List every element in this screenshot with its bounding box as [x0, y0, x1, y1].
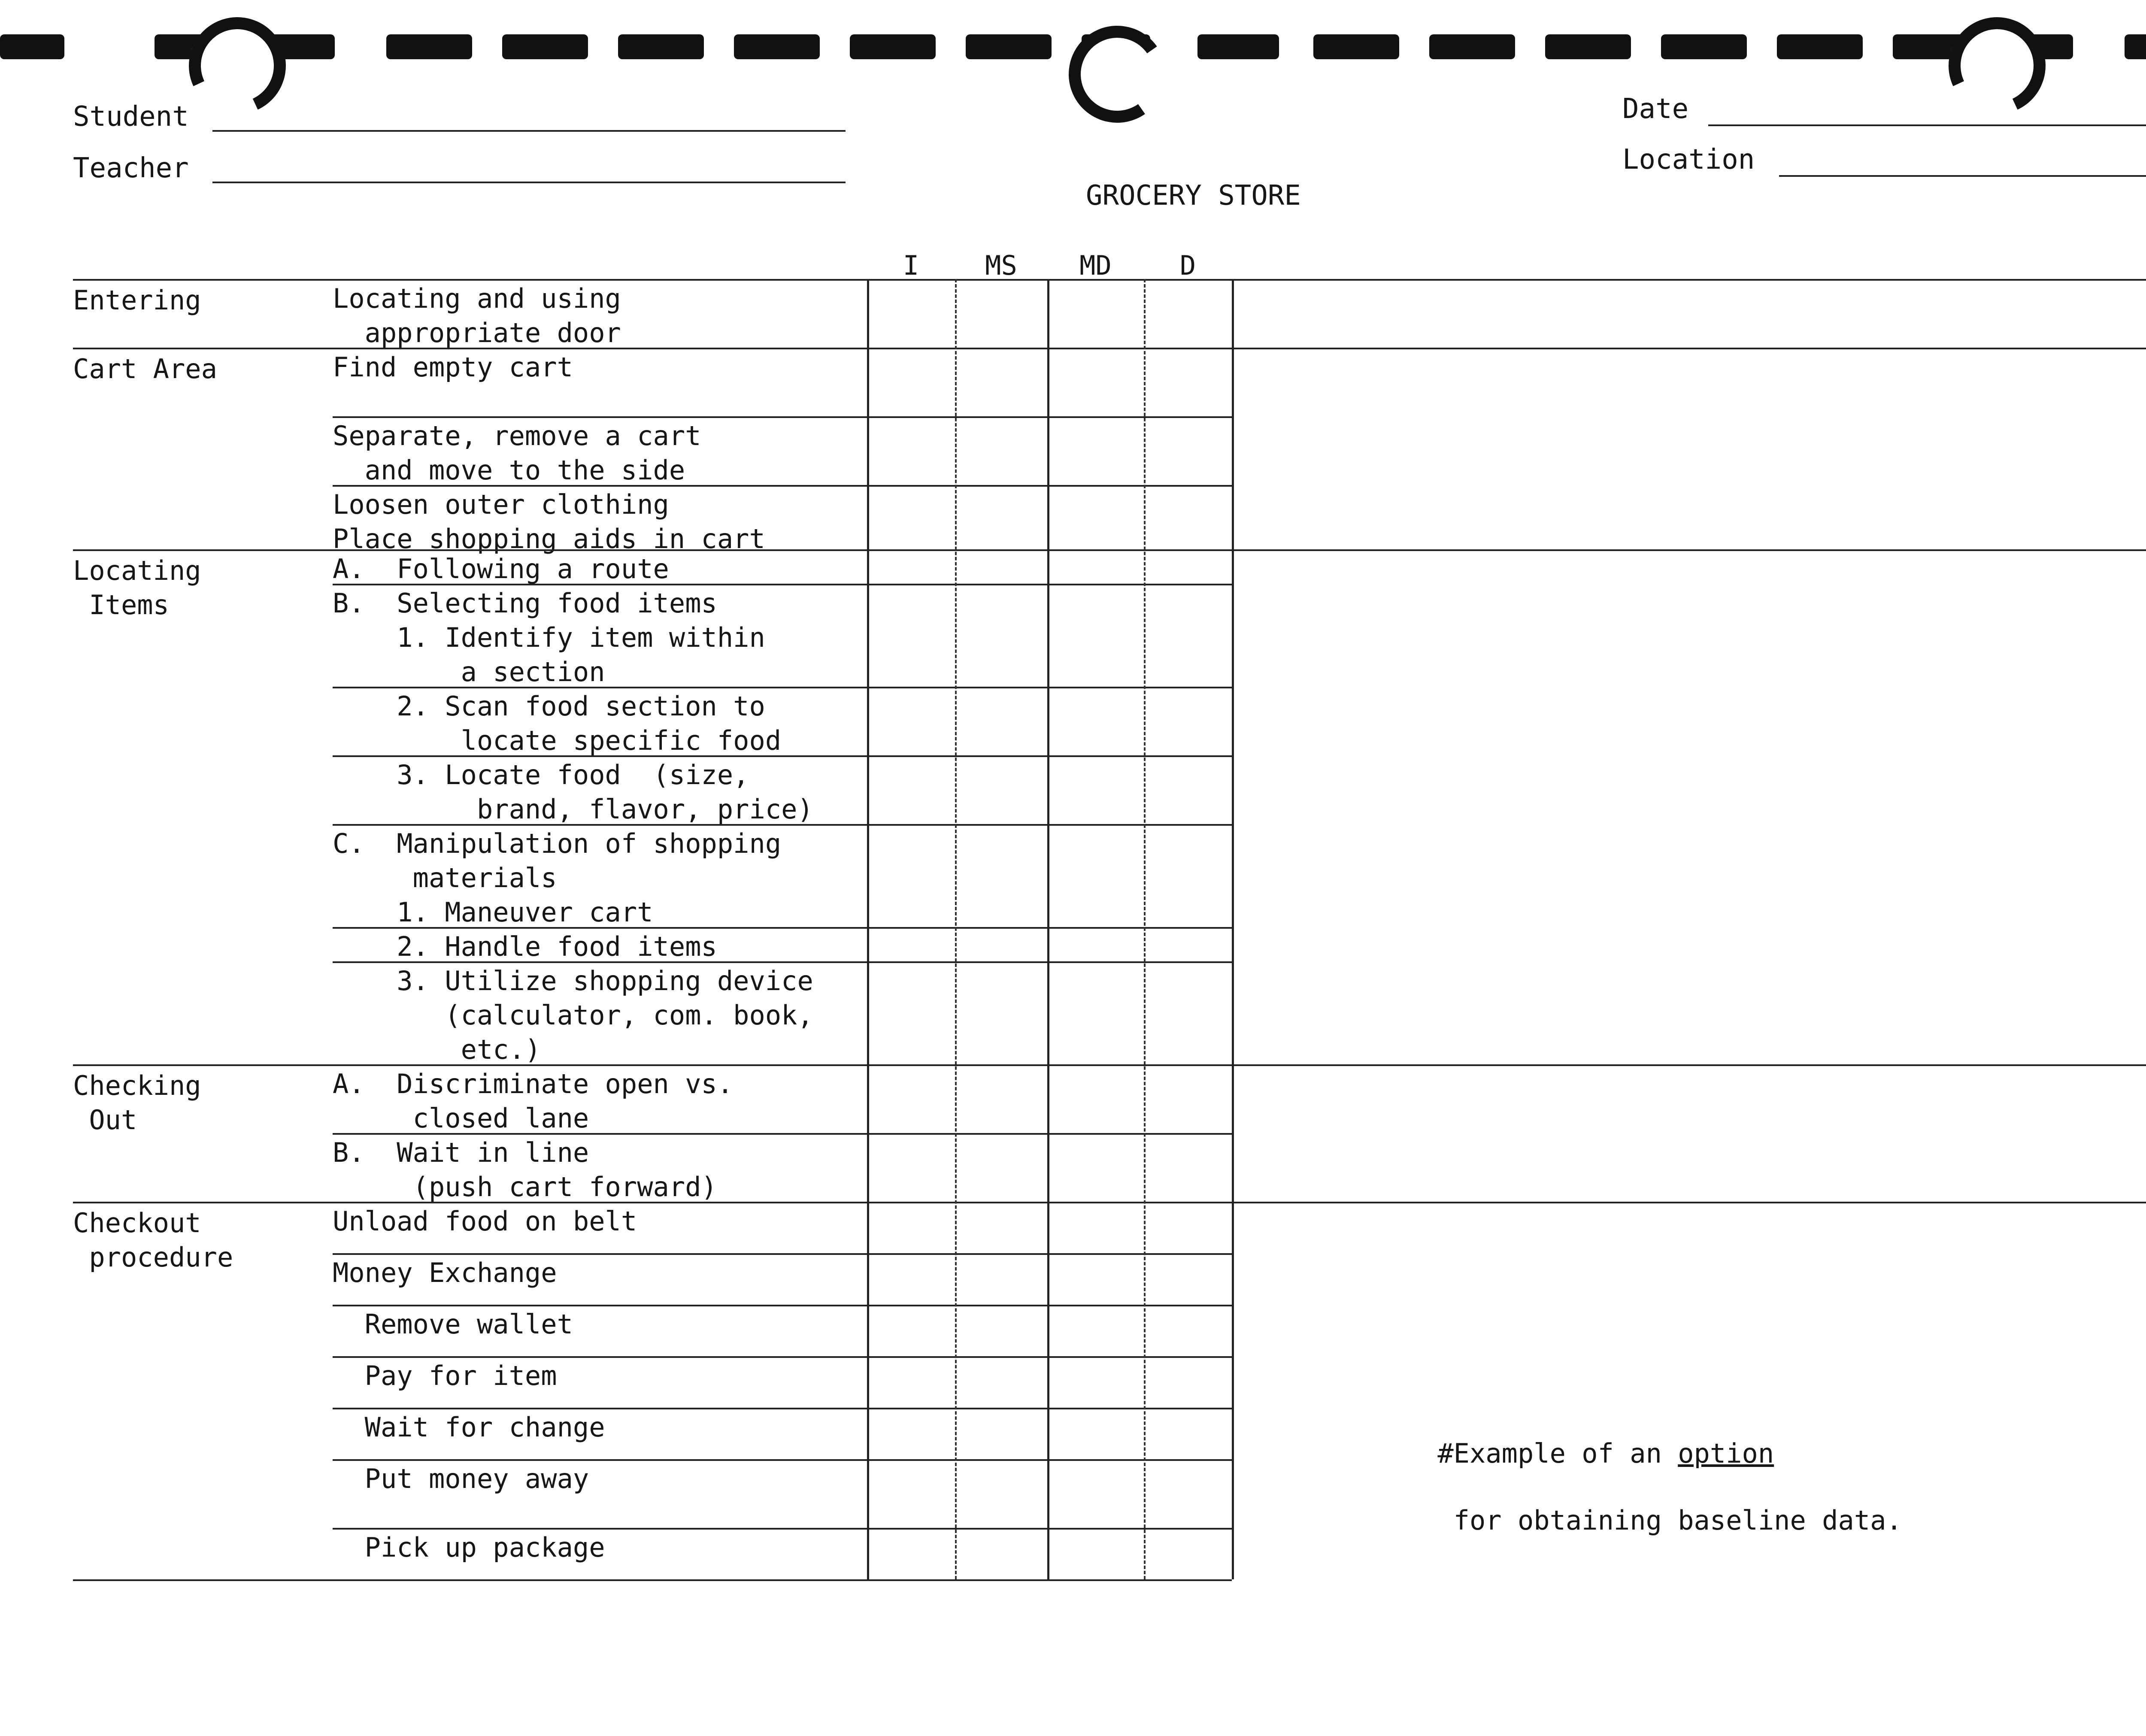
item-text-line: brand, flavor, price) [333, 794, 813, 825]
row-rule [333, 416, 1232, 418]
row-rule [73, 1064, 2146, 1066]
item-text-line: a section [333, 656, 605, 688]
score-cell-md[interactable] [1050, 1067, 1141, 1130]
score-cell-i[interactable] [870, 586, 952, 684]
score-cell-ms[interactable] [958, 964, 1045, 1062]
perforation-dash [734, 34, 820, 59]
score-cell-d[interactable] [1146, 552, 1229, 581]
perforation-dash [850, 34, 936, 59]
item-text-line: locate specific food [333, 725, 782, 756]
row-rule [333, 1528, 1232, 1530]
score-cell-ms[interactable] [958, 1204, 1045, 1251]
item-text-line: 3. Locate food (size, [333, 759, 749, 791]
checklist-item [333, 350, 573, 385]
score-cell-i[interactable] [870, 827, 952, 924]
footnote-line-2: for obtaining baseline data. [1437, 1505, 1902, 1536]
row-rule [333, 755, 1232, 757]
row-rule [73, 348, 2146, 349]
score-cell-d[interactable] [1146, 1256, 1229, 1302]
score-cell-i[interactable] [870, 1067, 952, 1130]
score-cell-i[interactable] [870, 689, 952, 753]
score-cell-d[interactable] [1146, 964, 1229, 1062]
score-cell-i[interactable] [870, 419, 952, 482]
binder-hole-right [1935, 3, 2059, 128]
row-rule [333, 584, 1232, 585]
score-cell-d[interactable] [1146, 282, 1229, 345]
score-cell-ms[interactable] [958, 419, 1045, 482]
perforation-dash [502, 34, 588, 59]
perforation-dash [1197, 34, 1279, 59]
item-text-line: (push cart forward) [333, 1171, 717, 1203]
perforation-dash [618, 34, 704, 59]
footnote [1373, 1403, 1902, 1571]
column-header-1: MS [985, 250, 1017, 281]
score-cell-d[interactable] [1146, 930, 1229, 959]
student-label: Student [73, 101, 189, 133]
score-cell-i[interactable] [870, 964, 952, 1062]
score-cell-ms[interactable] [958, 758, 1045, 821]
row-rule [333, 485, 1232, 487]
score-cell-d[interactable] [1146, 1530, 1229, 1577]
score-cell-md[interactable] [1050, 964, 1141, 1062]
perforation-dash [1545, 34, 1631, 59]
item-text-line: Locating and using [333, 283, 621, 314]
score-cell-md[interactable] [1050, 1410, 1141, 1457]
checklist-item [333, 488, 765, 556]
score-cell-d[interactable] [1146, 586, 1229, 684]
checklist-item [333, 282, 621, 350]
score-cell-d[interactable] [1146, 827, 1229, 924]
item-text-line: 2. Scan food section to [333, 691, 765, 722]
checklist-item [333, 1307, 573, 1342]
item-text-line: Loosen outer clothing [333, 489, 669, 520]
score-cell-d[interactable] [1146, 1136, 1229, 1199]
score-cell-md[interactable] [1050, 1359, 1141, 1405]
score-cell-md[interactable] [1050, 282, 1141, 345]
score-cell-i[interactable] [870, 1410, 952, 1457]
score-cell-ms[interactable] [958, 1462, 1045, 1525]
score-cell-d[interactable] [1146, 350, 1229, 414]
checklist-item [333, 1067, 733, 1136]
score-cell-ms[interactable] [958, 1067, 1045, 1130]
perforation-dash [1777, 34, 1863, 59]
category-label: Locating Items [73, 555, 201, 621]
score-cell-d[interactable] [1146, 1410, 1229, 1457]
item-text-line: A. Following a route [333, 553, 669, 585]
score-cell-ms[interactable] [958, 1256, 1045, 1302]
row-rule [73, 1579, 1232, 1581]
score-cell-i[interactable] [870, 1307, 952, 1354]
item-text-line: 2. Handle food items [333, 931, 717, 962]
item-text-line: C. Manipulation of shopping [333, 828, 782, 859]
column-rule [1144, 279, 1146, 1579]
score-cell-ms[interactable] [958, 586, 1045, 684]
item-text-line: 1. Identify item within [333, 622, 765, 653]
item-text-line: Unload food on belt [333, 1206, 637, 1237]
row-rule [333, 961, 1232, 963]
score-cell-i[interactable] [870, 350, 952, 414]
binder-hole-left [175, 3, 300, 128]
score-cell-md[interactable] [1050, 1530, 1141, 1577]
row-rule [333, 1253, 1232, 1255]
row-rule [73, 1202, 2146, 1203]
score-cell-d[interactable] [1146, 488, 1229, 547]
checklist-item [333, 586, 765, 689]
score-cell-ms[interactable] [958, 1136, 1045, 1199]
score-cell-d[interactable] [1146, 1307, 1229, 1354]
footnote-underlined-word: option [1678, 1438, 1774, 1469]
checklist-item [333, 1204, 637, 1239]
score-cell-i[interactable] [870, 1359, 952, 1405]
checklist-item [333, 1359, 557, 1393]
score-cell-ms[interactable] [958, 552, 1045, 581]
location-field-line[interactable] [1779, 175, 2146, 177]
item-text-line: Wait for change [333, 1412, 605, 1443]
item-text-line: closed lane [333, 1103, 589, 1134]
score-cell-md[interactable] [1050, 1462, 1141, 1525]
table-top-rule [73, 279, 2146, 281]
score-cell-i[interactable] [870, 930, 952, 959]
score-cell-ms[interactable] [958, 689, 1045, 753]
item-text-line: Separate, remove a cart [333, 420, 701, 451]
row-rule [333, 1305, 1232, 1306]
score-cell-md[interactable] [1050, 1204, 1141, 1251]
item-text-line: appropriate door [333, 317, 621, 348]
score-cell-i[interactable] [870, 1530, 952, 1577]
item-text-line: materials [333, 862, 557, 894]
column-header-2: MD [1079, 250, 1112, 281]
binder-hole-center [1061, 18, 1173, 130]
date-label: Date [1622, 93, 1689, 125]
score-cell-i[interactable] [870, 282, 952, 345]
score-cell-d[interactable] [1146, 1359, 1229, 1405]
score-cell-i[interactable] [870, 1256, 952, 1302]
perforation-dash [0, 34, 64, 59]
score-cell-i[interactable] [870, 552, 952, 581]
item-text-line: Put money away [333, 1463, 589, 1494]
score-cell-md[interactable] [1050, 586, 1141, 684]
checklist-item [333, 1530, 605, 1565]
score-cell-i[interactable] [870, 1136, 952, 1199]
footnote-prefix: #Example of an [1437, 1438, 1678, 1469]
score-cell-ms[interactable] [958, 1530, 1045, 1577]
category-label: Entering [73, 285, 201, 316]
checklist-item [333, 1256, 557, 1290]
row-rule [333, 824, 1232, 826]
checklist-item [333, 689, 781, 758]
checklist-item [333, 552, 669, 586]
item-text-line: 1. Maneuver cart [333, 897, 653, 928]
checklist-item [333, 1136, 717, 1204]
checklist-item [333, 1410, 605, 1445]
checklist-item [333, 930, 717, 964]
score-cell-i[interactable] [870, 1462, 952, 1525]
score-cell-d[interactable] [1146, 1204, 1229, 1251]
row-rule [73, 549, 2146, 551]
teacher-label: Teacher [73, 152, 189, 184]
score-cell-i[interactable] [870, 758, 952, 821]
item-text-line: A. Discriminate open vs. [333, 1068, 734, 1100]
item-text-line: Remove wallet [333, 1309, 573, 1340]
student-field-line[interactable] [212, 130, 846, 132]
item-text-line: B. Wait in line [333, 1137, 589, 1168]
score-cell-md[interactable] [1050, 1136, 1141, 1199]
form-title: GROCERY STORE [1086, 180, 1301, 212]
column-rule [955, 279, 957, 1579]
score-cell-d[interactable] [1146, 1462, 1229, 1525]
score-cell-md[interactable] [1050, 689, 1141, 753]
date-field-line[interactable] [1708, 124, 2146, 126]
column-header-0: I [903, 250, 919, 281]
item-text-line: Pay for item [333, 1360, 557, 1391]
row-rule [333, 927, 1232, 929]
perforation-dash [1313, 34, 1399, 59]
perforation-dash [966, 34, 1052, 59]
row-rule [333, 1459, 1232, 1461]
score-cell-md[interactable] [1050, 552, 1141, 581]
checklist-item [333, 964, 813, 1067]
checklist-item [333, 419, 701, 488]
row-rule [333, 687, 1232, 688]
item-text-line: and move to the side [333, 454, 685, 486]
score-cell-ms[interactable] [958, 930, 1045, 959]
row-rule [333, 1356, 1232, 1358]
score-cell-md[interactable] [1050, 827, 1141, 924]
perforation-dash [1429, 34, 1515, 59]
score-cell-d[interactable] [1146, 758, 1229, 821]
category-label: Checkout procedure [73, 1207, 233, 1273]
row-rule [333, 1408, 1232, 1409]
score-cell-md[interactable] [1050, 1307, 1141, 1354]
item-text-line: 3. Utilize shopping device [333, 965, 813, 997]
score-cell-ms[interactable] [958, 350, 1045, 414]
category-label: Checking Out [73, 1070, 201, 1136]
checklist-item [333, 1462, 589, 1496]
score-cell-ms[interactable] [958, 1359, 1045, 1405]
score-cell-d[interactable] [1146, 689, 1229, 753]
row-rule [333, 1133, 1232, 1135]
score-cell-ms[interactable] [958, 282, 1045, 345]
item-text-line: B. Selecting food items [333, 588, 717, 619]
item-text-line: etc.) [333, 1034, 541, 1065]
score-cell-d[interactable] [1146, 1067, 1229, 1130]
score-cell-i[interactable] [870, 488, 952, 547]
checklist-item [333, 827, 781, 930]
score-cell-md[interactable] [1050, 488, 1141, 547]
column-rule [867, 279, 869, 1579]
item-text-line: Pick up package [333, 1532, 605, 1563]
location-label: Location [1622, 144, 1755, 176]
score-cell-ms[interactable] [958, 1410, 1045, 1457]
score-cell-md[interactable] [1050, 419, 1141, 482]
score-cell-ms[interactable] [958, 1307, 1045, 1354]
score-cell-md[interactable] [1050, 1256, 1141, 1302]
column-header-3: D [1179, 250, 1196, 281]
score-cell-md[interactable] [1050, 758, 1141, 821]
score-cell-ms[interactable] [958, 488, 1045, 547]
checklist-item [333, 758, 813, 827]
column-rule [1047, 279, 1049, 1579]
score-cell-ms[interactable] [958, 827, 1045, 924]
score-cell-d[interactable] [1146, 419, 1229, 482]
teacher-field-line[interactable] [212, 182, 846, 183]
item-text-line: Money Exchange [333, 1257, 557, 1288]
item-text-line: Find empty cart [333, 351, 573, 383]
category-label: Cart Area [73, 353, 217, 385]
item-text-line: Place shopping aids in cart [333, 523, 765, 554]
perforation-dash [1661, 34, 1747, 59]
perforation-dash [2125, 34, 2146, 59]
score-cell-md[interactable] [1050, 350, 1141, 414]
column-rule [1232, 279, 1234, 1579]
score-cell-md[interactable] [1050, 930, 1141, 959]
perforation-dash [386, 34, 472, 59]
score-cell-i[interactable] [870, 1204, 952, 1251]
item-text-line: (calculator, com. book, [333, 1000, 813, 1031]
